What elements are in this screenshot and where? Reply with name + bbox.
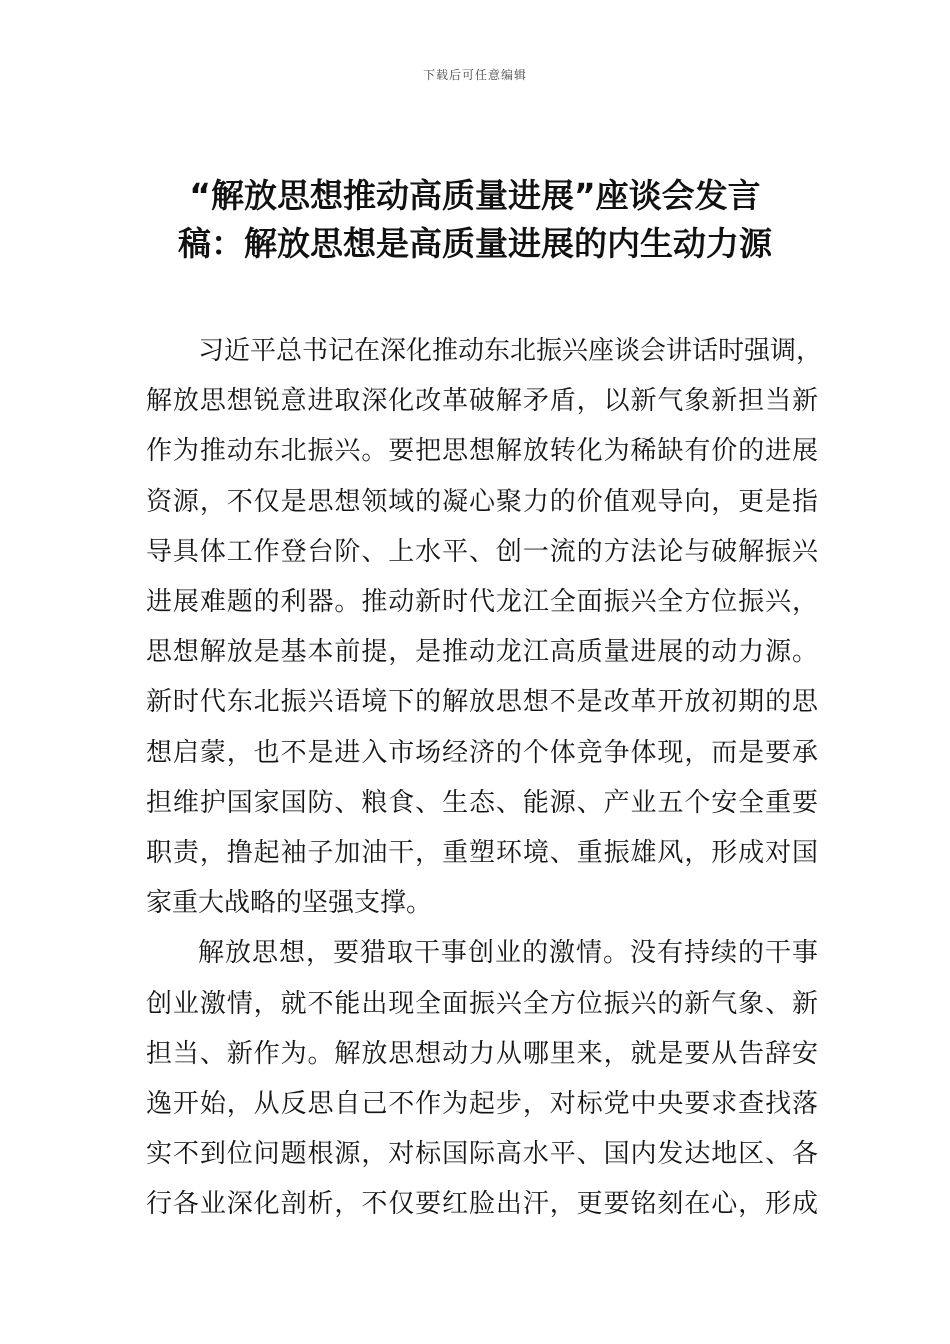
title-line: 稿：解放思想是高质量进展的内生动力源 xyxy=(178,224,772,263)
text-line: 实不到位问题根源，对标国际高水平、国内发达地区、各 xyxy=(146,1139,818,1170)
text-line: 创业激情，就不能出现全面振兴全方位振兴的新气象、新 xyxy=(146,988,818,1019)
text-line: 解放思想锐意进取深化改革破解矛盾，以新气象新担当新 xyxy=(146,386,818,417)
text-line: 想启蒙，也不是进入市场经济的个体竞争体现，而是要承 xyxy=(146,737,818,768)
text-line: 进展难题的利器。推动新时代龙江全面振兴全方位振兴， xyxy=(146,587,818,618)
title-line: “解放思想推动高质量进展”座谈会发言 xyxy=(189,176,761,215)
text-line: 资源，不仅是思想领域的凝心聚力的价值观导向，更是指 xyxy=(146,486,818,517)
header-note: 下载后可任意编辑 xyxy=(422,68,527,82)
text-line: 逸开始，从反思自己不作为起步，对标党中央要求查找落 xyxy=(146,1089,818,1120)
text-line: 习近平总书记在深化推动东北振兴座谈会讲话时强调， xyxy=(198,336,823,366)
text-line: 担维护国家国防、粮食、生态、能源、产业五个安全重要 xyxy=(146,787,818,818)
text-line: 思想解放是基本前提，是推动龙江高质量进展的动力源。 xyxy=(146,637,818,668)
document-title xyxy=(130,172,820,268)
text-line: 担当、新作为。解放思想动力从哪里来，就是要从告辞安 xyxy=(146,1038,818,1069)
text-line: 解放思想，要猎取干事创业的激情。没有持续的干事 xyxy=(198,938,818,969)
text-line: 导具体工作登台阶、上水平、创一流的方法论与破解振兴 xyxy=(146,536,818,567)
paragraph-2 xyxy=(146,928,818,1229)
text-line: 职责，撸起袖子加油干，重塑环境、重振雄风，形成对国 xyxy=(146,838,818,869)
document-body xyxy=(146,326,823,1230)
text-line: 新时代东北振兴语境下的解放思想不是改革开放初期的思 xyxy=(146,687,818,718)
text-line: 家重大战略的坚强支撑。 xyxy=(146,888,433,919)
text-line: 行各业深化剖析，不仅要红脸出汗，更要铭刻在心，形成 xyxy=(146,1189,818,1220)
text-line: 作为推动东北振兴。要把思想解放转化为稀缺有价的进展 xyxy=(146,436,818,467)
paragraph-1 xyxy=(146,326,823,928)
